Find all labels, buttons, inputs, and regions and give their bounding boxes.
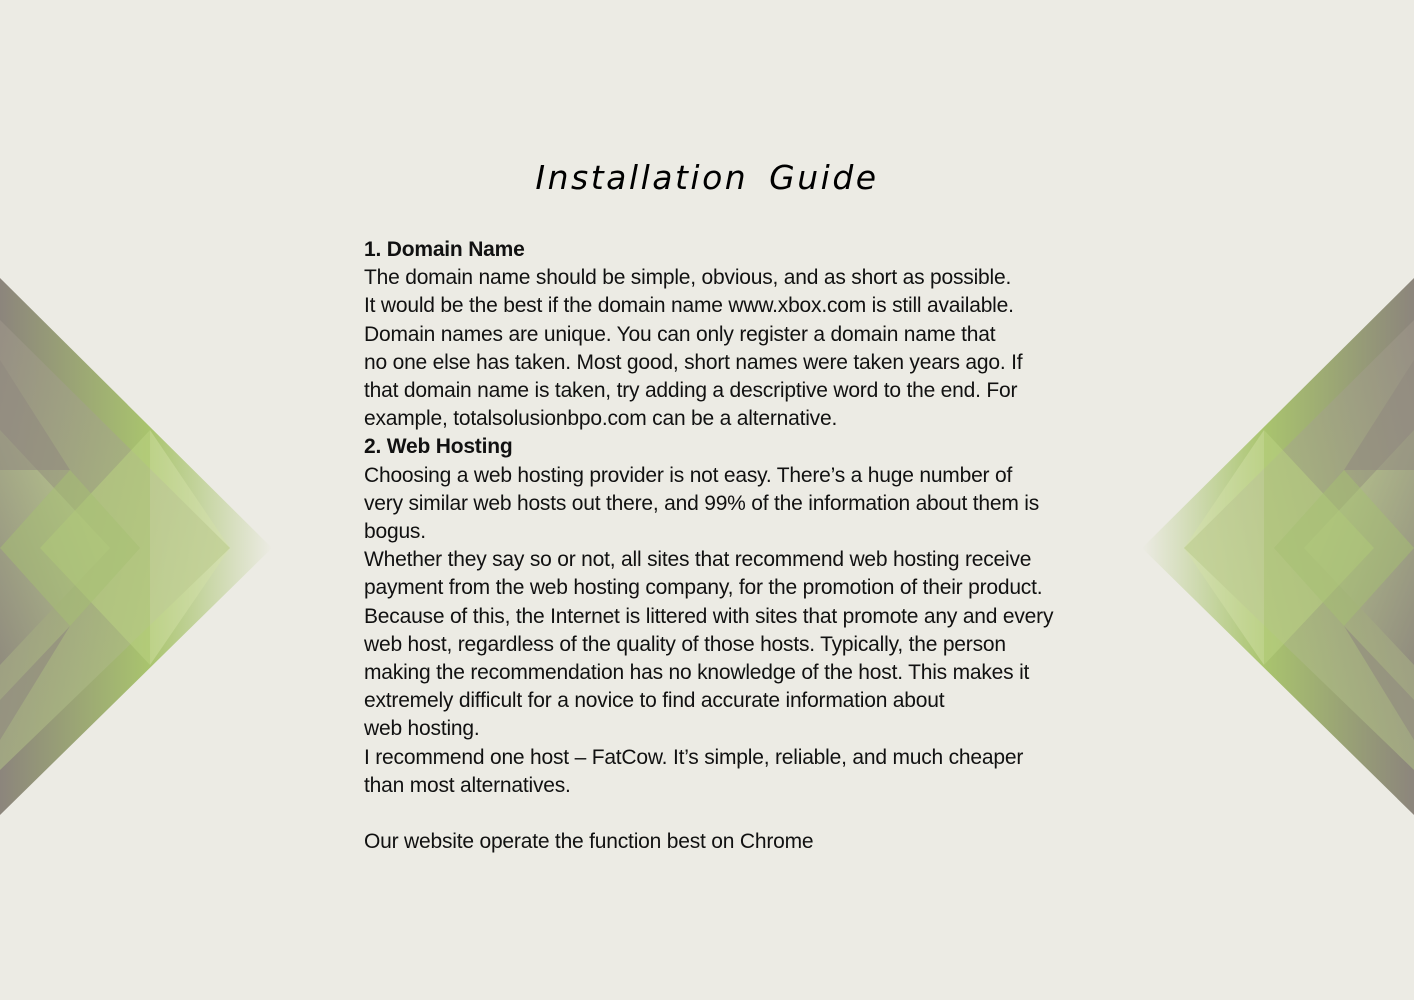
- paragraph-line: that domain name is taken, try adding a descriptive word to the end. For: [364, 379, 1018, 403]
- paragraph-line: example, totalsolusionbpo.com can be a alternative.: [364, 407, 838, 431]
- section-heading: 1. Domain Name: [364, 238, 525, 261]
- paragraph-line: bogus.: [364, 520, 426, 544]
- guide-content: [364, 236, 1134, 856]
- paragraph-line: I recommend one host – FatCow. It’s simple, reliable, and much cheaper: [364, 745, 1024, 769]
- spacer: [364, 800, 1134, 828]
- right-decorative-pattern: [1124, 0, 1414, 1000]
- section-domain-name: [364, 236, 1134, 433]
- paragraph-line: Domain names are unique. You can only register a domain name that: [364, 322, 996, 346]
- section-heading: 2. Web Hosting: [364, 435, 513, 459]
- paragraph-line: Because of this, the Internet is littered with sites that promote any and every: [364, 604, 1054, 628]
- paragraph-line: web host, regardless of the quality of those hosts. Typically, the person: [364, 632, 1006, 656]
- page-title: Installation Guide: [535, 158, 879, 197]
- paragraph-line: Choosing a web hosting provider is not easy. There’s a huge number of: [364, 463, 1013, 487]
- paragraph-line: extremely difficult for a novice to find accurate information about: [364, 689, 945, 713]
- paragraph-line: making the recommendation has no knowledge of the host. This makes it: [364, 661, 1030, 685]
- left-decorative-pattern: [0, 0, 290, 1000]
- paragraph-line: It would be the best if the domain name www.xbox.com is still available.: [364, 294, 1014, 318]
- paragraph-line: web hosting.: [364, 717, 480, 741]
- paragraph-line: payment from the web hosting company, for the promotion of their product.: [364, 576, 1043, 600]
- paragraph-line: The domain name should be simple, obvious, and as short as possible.: [364, 266, 1012, 290]
- paragraph-line: very similar web hosts out there, and 99% of the information about them is: [364, 491, 1040, 515]
- section-web-hosting: [364, 433, 1134, 800]
- paragraph-line: no one else has taken. Most good, short names were taken years ago. If: [364, 350, 1023, 374]
- paragraph-line: Whether they say so or not, all sites that recommend web hosting receive: [364, 548, 1032, 572]
- footer-note: Our website operate the function best on Chrome: [364, 830, 814, 854]
- paragraph-line: than most alternatives.: [364, 773, 571, 797]
